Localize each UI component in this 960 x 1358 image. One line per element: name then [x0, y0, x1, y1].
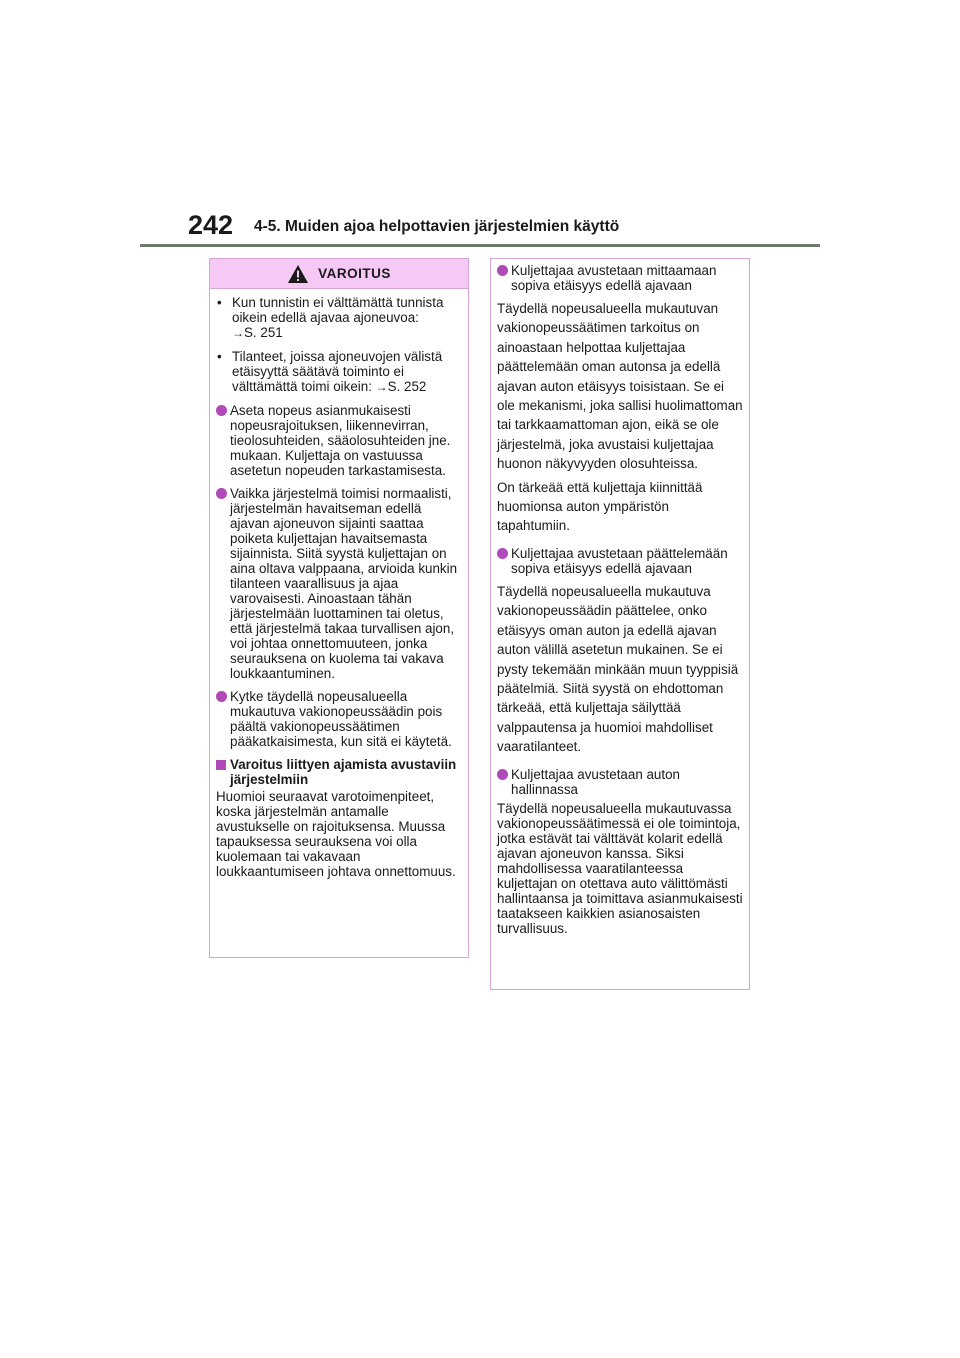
- warning-closing-paragraph: Huomioi seuraavat varotoimenpiteet, koska järjestelmän antamalle avustukselle on rajoituksensa. Muussa tapauksessa seurauksena voi olla kuolemaan tai vakavaan loukkaantumiseen johtava onnettomuus.: [216, 789, 456, 879]
- info-content: [491, 259, 749, 936]
- info-item-heading: Kuljettajaa avustetaan päättelemään sopiva etäisyys edellä ajavaan: [511, 545, 728, 576]
- warning-item: [216, 349, 462, 395]
- dash-bullet: •: [217, 295, 222, 310]
- warning-triangle-icon: [287, 264, 309, 284]
- reference-arrow: →: [232, 326, 244, 340]
- warning-item-text: Kun tunnistin ei välttämättä tunnista oikein edellä ajavaa ajoneuvoa:: [232, 295, 444, 325]
- info-paragraph: Täydellä nopeusalueella mukautuvassa vakionopeussäätimessä ei ole toimintoja, jotka estävät tai välttävät kolarit edellä ajavan ajoneuvon kanssa. Siksi mahdollisessa vaaratilanteessa kuljettajan on otettava auto välittömästi hallintaansa ja toimittava asianmukaisesti taatakseen kaikkien asianosaisten turvallisuus.: [497, 800, 743, 936]
- round-bullet-icon: [216, 488, 227, 499]
- warning-item-text: Vaikka järjestelmä toimisi normaalisti, järjestelmän havaitseman edellä ajavan ajoneuvon sijainti saattaa poiketa kuljettajan havaitsemasta sijainnista. Siitä syystä kuljettajan on aina oltava valppaana, arvioida kunkin tilanteen vaarallisuus ja ajaa varovaisesti. Ainoastaan tähän järjestelmään luottaminen tai oletus, että järjestelmä takaa turvallisen ajon, voi johtaa onnettomuuteen, jonka seurauksena on kuolema tai vakava loukkaantuminen.: [230, 486, 458, 681]
- section-title: 4-5. Muiden ajoa helpottavien järjestelmien käyttö: [254, 218, 620, 235]
- page-number: 242: [188, 210, 234, 240]
- round-bullet-icon: [216, 691, 227, 702]
- round-bullet-icon: [497, 548, 508, 559]
- info-item: [497, 546, 743, 576]
- warning-content: [210, 289, 468, 879]
- warning-item: [216, 689, 462, 749]
- info-item: [497, 263, 743, 293]
- info-box: [490, 258, 750, 990]
- warning-title: VAROITUS: [318, 266, 391, 281]
- round-bullet-icon: [216, 405, 227, 416]
- round-bullet-icon: [497, 265, 508, 276]
- warning-item: [216, 403, 462, 478]
- page-reference-link[interactable]: S. 252: [387, 379, 427, 394]
- dash-bullet: •: [217, 349, 222, 364]
- header-divider: [140, 244, 820, 247]
- info-item-heading: Kuljettajaa avustetaan mittaamaan sopiva etäisyys edellä ajavaan: [511, 263, 717, 293]
- info-paragraph: Täydellä nopeusalueella mukautuva vakionopeussäädin päättelee, onko etäisyys oman auton ja edellä ajavan auton välillä asetetun mukainen. Se ei pysty tekemään minkään muun tyyppisiä päätelmiä. Siitä syystä on ehdottoman tärkeää, että kuljettaja säilyttää valppautensa ja huomioi mahdolliset vaaratilanteet.: [497, 583, 739, 755]
- warning-header: [210, 259, 468, 289]
- warning-subheading: [216, 757, 462, 787]
- warning-item-text: Kytke täydellä nopeusalueella mukautuva vakionopeussäädin pois päältä vakionopeussäätimen pääkatkaisimesta, kun sitä ei käytetä.: [230, 689, 452, 749]
- info-item-heading: Kuljettajaa avustetaan auton hallinnassa: [511, 766, 680, 797]
- round-bullet-icon: [497, 769, 508, 780]
- warning-item-text: Tilanteet, joissa ajoneuvojen välistä etäisyyttä säätävä toiminto ei välttämättä toimi oikein:: [232, 349, 443, 394]
- square-bullet-icon: [216, 760, 226, 770]
- warning-item: [216, 295, 462, 341]
- info-paragraph: On tärkeää että kuljettaja kiinnittää huomionsa auton ympäristön tapahtumiin.: [497, 479, 703, 534]
- warning-item-text: Aseta nopeus asianmukaisesti nopeusrajoituksen, liikennevirran, tieolosuhteiden, sääolosuhteiden jne. mukaan. Kuljettaja on vastuussa asetetun nopeuden tarkastamisesta.: [230, 403, 451, 478]
- warning-item: [216, 486, 462, 681]
- info-item: [497, 767, 743, 797]
- warning-box: [209, 258, 469, 958]
- page-reference-link[interactable]: S. 251: [244, 325, 283, 340]
- info-paragraph: Täydellä nopeusalueella mukautuvan vakionopeussäätimen tarkoitus on ainoastaan helpottaa kuljettajaa päättelemään oman autonsa ja edellä ajavan auton etäisyys toisistaan. Se ei ole mekanismi, joka sallisi huolimattoman tai tarkkaamattoman ajon, eikä se ole järjestelmä, joka avustaisi kuljettajaa huonon näkyvyyden olosuhteissa.: [497, 301, 743, 472]
- warning-subheading-text: Varoitus liittyen ajamista avustaviin järjestelmiin: [230, 757, 457, 787]
- reference-arrow: →: [375, 380, 388, 394]
